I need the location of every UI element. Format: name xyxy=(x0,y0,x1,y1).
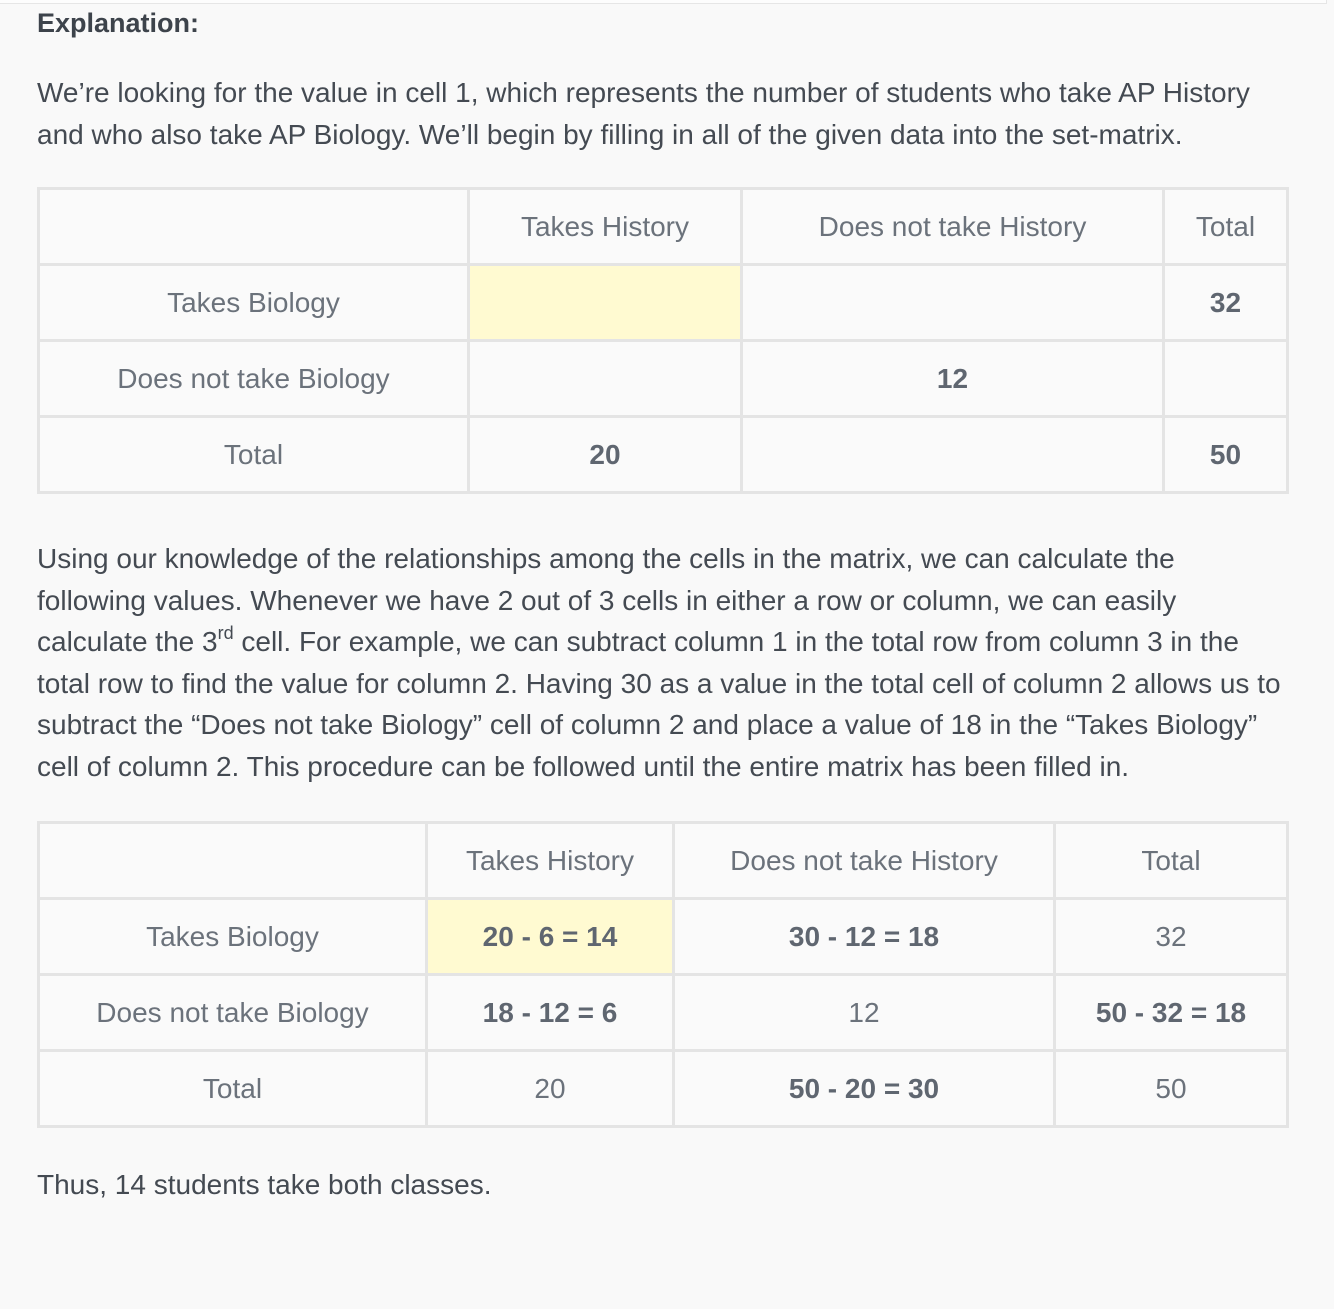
table-cell: 12 xyxy=(674,975,1055,1051)
intro-paragraph: We’re looking for the value in cell 1, which represents the number of students who take AP History and who also take AP Biology. We’ll begin by filling in all of the given data into the set-matrix. xyxy=(37,77,1250,150)
table-cell: 20 xyxy=(427,1051,674,1127)
table-header-row xyxy=(39,823,1288,899)
row-label-total: Total xyxy=(39,417,469,493)
table-header-row xyxy=(39,189,1288,265)
table-cell: 20 xyxy=(469,417,742,493)
table-row xyxy=(39,265,1288,341)
completed-matrix xyxy=(37,821,1289,1128)
header-corner xyxy=(39,823,427,899)
method-text-part1: Using our knowledge of the relationships among the cells in the matrix, we can calculate the following values. Whenever we have 2 out of 3 cells in either a row or column, we can easily calculate the 3 xyxy=(37,543,1177,657)
table-row xyxy=(39,341,1288,417)
row-label-total: Total xyxy=(39,1051,427,1127)
table-row xyxy=(39,1051,1288,1127)
table-cell: 18 - 12 = 6 xyxy=(427,975,674,1051)
ordinal-suffix: rd xyxy=(217,623,234,643)
method-text-part2: cell. For example, we can subtract column 1 in the total row from column 3 in the total row to find the value for column 2. Having 30 as a value in the total cell of column 2 allows us to subtract the “Does not take Biology” cell of column 2 and place a value of 18 in the “Takes Biology” cell of column 2. This procedure can be followed until the entire matrix has been filled in. xyxy=(37,626,1281,782)
row-label-takes-biology: Takes Biology xyxy=(39,899,427,975)
header-total: Total xyxy=(1055,823,1288,899)
row-label-does-not-take-biology: Does not take Biology xyxy=(39,975,427,1051)
row-label-does-not-take-biology: Does not take Biology xyxy=(39,341,469,417)
table-row xyxy=(39,417,1288,493)
explanation-section xyxy=(37,4,1289,1206)
target-cell xyxy=(469,265,742,341)
method-paragraph xyxy=(37,538,1289,787)
table-cell xyxy=(742,265,1164,341)
header-takes-history: Takes History xyxy=(469,189,742,265)
table-cell xyxy=(742,417,1164,493)
explanation-heading: Explanation: xyxy=(37,8,200,38)
table-cell: 32 xyxy=(1055,899,1288,975)
table-cell: 32 xyxy=(1164,265,1288,341)
header-corner xyxy=(39,189,469,265)
table-cell: 12 xyxy=(742,341,1164,417)
table-cell: 50 - 20 = 30 xyxy=(674,1051,1055,1127)
table-cell: 30 - 12 = 18 xyxy=(674,899,1055,975)
table-cell: 50 xyxy=(1164,417,1288,493)
given-data-matrix xyxy=(37,187,1289,494)
table-row xyxy=(39,975,1288,1051)
conclusion-paragraph: Thus, 14 students take both classes. xyxy=(37,1169,492,1200)
header-takes-history: Takes History xyxy=(427,823,674,899)
table-cell xyxy=(1164,341,1288,417)
header-total: Total xyxy=(1164,189,1288,265)
header-does-not-take-history: Does not take History xyxy=(742,189,1164,265)
header-does-not-take-history: Does not take History xyxy=(674,823,1055,899)
table-cell xyxy=(469,341,742,417)
row-label-takes-biology: Takes Biology xyxy=(39,265,469,341)
answer-cell: 20 - 6 = 14 xyxy=(427,899,674,975)
table-cell: 50 xyxy=(1055,1051,1288,1127)
table-row xyxy=(39,899,1288,975)
table-cell: 50 - 32 = 18 xyxy=(1055,975,1288,1051)
